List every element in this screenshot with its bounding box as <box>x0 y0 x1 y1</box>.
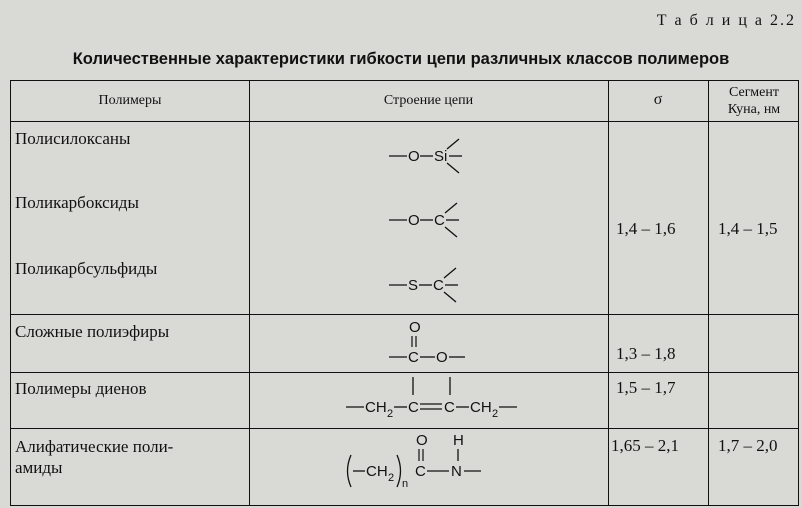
row-polycarboxides: Поликарбоксиды <box>15 193 139 212</box>
header-polymers: Полимеры <box>98 93 162 108</box>
svg-text:O: O <box>408 148 420 165</box>
svg-text:O: O <box>409 319 421 336</box>
header-segment <box>708 84 800 118</box>
svg-text:2: 2 <box>387 408 394 420</box>
row-polyesters: Сложные полиэфиры <box>15 322 170 341</box>
polyesters-sigma: 1,3 – 1,8 <box>616 344 676 363</box>
row-dienes: Полимеры диенов <box>15 379 147 398</box>
svg-text:C: C <box>408 399 419 416</box>
svg-text:O: O <box>408 212 420 229</box>
svg-text:Si: Si <box>434 148 448 165</box>
col-divider <box>608 81 609 505</box>
svg-text:CH: CH <box>470 399 492 416</box>
formula-polycarbsulfide <box>361 252 481 317</box>
svg-text:2: 2 <box>388 472 395 484</box>
col-divider <box>249 81 250 505</box>
row-polysiloxanes: Полисилоксаны <box>15 129 131 148</box>
row-polyamides-line2: амиды <box>15 458 63 477</box>
svg-text:C: C <box>433 277 444 294</box>
formula-diene <box>336 373 536 432</box>
svg-text:CH: CH <box>365 399 387 416</box>
formula-polyester <box>361 317 491 378</box>
formula-polycarboxide <box>361 187 481 252</box>
svg-text:N: N <box>451 463 462 480</box>
svg-text:S: S <box>408 277 419 294</box>
header-segment-line1: Сегмент <box>729 85 779 100</box>
table-number: Т а б л и ц а 2.2 <box>656 12 796 29</box>
group1-segment: 1,4 – 1,5 <box>718 219 778 238</box>
row-divider <box>11 121 798 122</box>
svg-text:C: C <box>408 349 419 366</box>
row-polycarbsulfides: Поликарбсульфиды <box>15 259 158 278</box>
polyamides-sigma: 1,65 – 2,1 <box>611 436 679 455</box>
header-structure: Строение цепи <box>383 93 474 108</box>
formula-polysiloxane <box>361 123 481 188</box>
svg-text:C: C <box>434 212 445 229</box>
col-divider <box>708 81 709 505</box>
group1-sigma: 1,4 – 1,6 <box>616 219 676 238</box>
data-table <box>10 80 799 506</box>
svg-text:n: n <box>402 478 409 490</box>
row-polyamides <box>15 436 173 478</box>
polyamides-segment: 1,7 – 2,0 <box>718 436 778 455</box>
row-polyamides-line1: Алифатические поли- <box>15 437 174 456</box>
header-segment-line2: Куна, нм <box>727 102 781 117</box>
svg-text:CH: CH <box>366 463 388 480</box>
svg-text:H: H <box>453 432 464 449</box>
svg-text:C: C <box>415 463 426 480</box>
header-sigma: σ <box>653 91 663 108</box>
svg-text:2: 2 <box>492 408 499 420</box>
formula-polyamide <box>341 431 551 506</box>
svg-text:C: C <box>444 399 455 416</box>
table-title: Количественные характеристики гибкости цепи различных классов полимеров <box>72 50 730 68</box>
svg-text:O: O <box>416 432 428 449</box>
svg-text:O: O <box>436 349 448 366</box>
dienes-sigma: 1,5 – 1,7 <box>616 378 676 397</box>
